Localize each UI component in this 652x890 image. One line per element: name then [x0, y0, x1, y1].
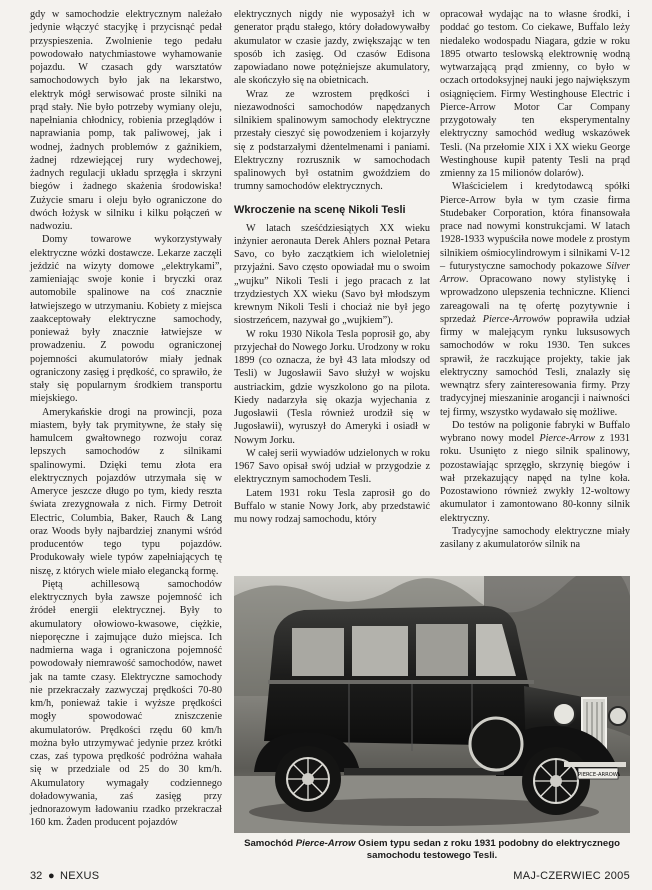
front-wheel: [522, 747, 590, 815]
paragraph: Latem 1931 roku Tesla zaprosił go do Buffalo w stanie Nowy Jork, aby przedstawić mu nowy rodzaj samochodu, który: [234, 487, 430, 525]
paragraph: gdy w samochodzie elektrycznym należało jedynie włączyć stacyjkę i przycisnąć pedał przyspieszenia. Zwolnienie tego pedału powodowało natychmiastowe wyhamowanie pojazdu. W czasach gdy warsztatów samochodowych było jak na lekarstwo, elektryk mógł serwisować proste silniki na prąd stały. Nie było potrzeby wymiany oleju, napełniania chłodnicy, robienia przeglądów i naprawiania pomp, tak paliwowej, jak i wodnej, żadnych problemów z gaźnikiem, żadnej rdzewiejącej rury wydechowej, żadnych regulacji układu sprzęgła i skrzyni biegów i żadnego skażenia środowiska! Zużycie smaru i oleju było ograniczone do dwóch łożysk w silniku i kilku połączeń w nadwoziu.: [30, 9, 222, 232]
text-run: Do testów na poligonie fabryki w Buffalo wybrano nowy model: [440, 419, 630, 444]
italic-text: Pierce-Arrowów: [482, 313, 551, 325]
article-column-1: [30, 8, 222, 830]
window-shape: [416, 624, 468, 676]
magazine-name: NEXUS: [60, 870, 100, 882]
paragraph: W całej serii wywiadów udzielonych w roku 1967 Savo opisał swój udział w przygodzie z elektrycznym samochodem Tesli.: [234, 447, 430, 486]
caption-rest: Osiem typu sedan z roku 1931 podobny do elektrycznego samochodu testowego Tesli.: [355, 838, 620, 861]
car-illustration: [234, 576, 630, 833]
paragraph: Piętą achillesową samochodów elektrycznych była zawsze pojemność ich źródeł energii elektrycznej. Były to akumulatory ołowiowo-kwasowe, ciężkie, nieporęczne i zajmujące dużo miejsca. Ich nadmierna waga i ograniczona pojemność powodowały niemrawość samochodów, nawet jak na tamte czasy. Elektryczne samochody nie przekraczały zazwyczaj prędkości 70-80 km/h, ponieważ takie i wyższe prędkości mogły spowodować zniszczenie akumulatorów. Prędkości rzędu 60 km/h można było utrzymywać jedynie przez krótki czas, zaś typowa prędkość podróżna wahała się w przedziale od 25 do 30 km/h. Akumulatory wymagały codziennego doładowywania, zaś zasięg przy jednorazowym ładowaniu rzadko przekraczał 160 km. Żaden producent pojazdów: [30, 578, 222, 829]
window-shape: [292, 628, 344, 676]
page-number: 32: [30, 870, 43, 882]
paragraph: Amerykańskie drogi na prowincji, poza miastem, były tak prymitywne, że stały się hamulcem gwałtownego rozwoju coraz lepszych samochodów z silnikami spalinowymi. Dzięki temu złota era elektrycznych pojazdów utrzymała się w Ameryce jeszcze długo po tym, kiedy reszta świata zrezygnowała z nich. Firmy Detroit Electric, Columbia, Baker, Rauch & Lang oraz Woods były najbardziej znanymi wśród producentów tego typu pojazdów. Produkowały wiele typów zapełniających tę niszę, z których wiele miało elegancką formę.: [30, 406, 222, 577]
paragraph: elektrycznych nigdy nie wyposażył ich w generator prądu stałego, który doładowywałby akumulator w czasie jazdy, zwiększając w ten sposób ich zasięg. Od czasów Edisona zapowiadano nowe potężniejsze akumulatory, ale skończyło się na obietnicach.: [234, 9, 430, 87]
text-run: poprawiła udział firmy w malejącym rynku luksusowych samochodów w roku 1930. Ten sukces sprawił, że raczkujące projekty, takie jak elektryczny samochód Tesli, znalazły się wewnątrz sfery zainteresowania firmy. Przy tradycyjnej mieszaninie arogancji i naiwności tej firmy, wszystko wydawało się możliwe.: [440, 313, 630, 418]
section-heading: Wkroczenie na scenę Nikoli Tesli: [234, 203, 406, 216]
paragraph: [440, 419, 630, 525]
headlamp-shape: [553, 703, 575, 725]
headlamp-shape: [609, 707, 627, 725]
paragraph: opracował wydając na to własne środki, i poddać go testom. Co ciekawe, Buffalo leży niedaleko wodospadu Niagara, gdzie w roku 1895 otwarto teslowską elektrownię wodną wytwarzającą prąd zmienny, co było w oczach ortodoksyjnej nauki jego największym osiągnięciem. Firmy Westinghouse Electric i Pierce-Arrow Motor Car Company przygotowały ten eksperymentalny elektryczny samochód według wskazówek Tesli. (Na przełomie XIX i XX wieku George Westinghouse kupił patenty Tesli na prąd zmienny za 15 milionów dolarów).: [440, 9, 630, 179]
license-plate-text: PIERCE-ARROW: [578, 772, 618, 778]
paragraph: Tradycyjne samochody elektryczne miały zasilany z akumulatorów silnik na: [440, 525, 630, 550]
text-run: z 1931 roku. Usunięto z niego silnik spalinowy, pozostawiając sprzęgło, skrzynię biegów i wał przekazujący napęd na tylne koła. Pozostawiono również zwykły 12-woltowy akumulator i zamontowano 80-konny silnik elektryczny.: [440, 433, 630, 524]
issue-date: MAJ-CZERWIEC 2005: [513, 870, 630, 882]
paragraph: W roku 1930 Nikola Tesla poprosił go, aby przyjechał do Nowego Jorku. Urodzony w roku 1899 (co oznacza, że był 43 lata młodszy od Tesli) w Jugosławii Savo służył w wojsku austriackim, gdzie wyszkolono go na pilota. Kiedy nadarzyła się okazja wyjechania z Jugosławii (Tesla również urodził się w Jugosławii), wyruszył do Ameryki i osiadł w Nowym Jorku.: [234, 328, 430, 446]
photo-caption: [234, 838, 630, 862]
italic-text: Silver Arrow: [440, 260, 630, 285]
paragraph: [440, 180, 630, 419]
bullet-icon: ●: [48, 870, 55, 882]
paragraph: Wraz ze wzrostem prędkości i niezawodności samochodów napędzanych silnikiem spalinowym samochody elektryczne przestały cieszyć się powodzeniem i kojarzyły się z podstarzałymi dżentelmenami i paniami. Elektryczny rozrusznik w samochodach spalinowych był ostatnim gwoździem do trumny samochodów elektrycznych.: [234, 88, 430, 193]
rear-wheel: [275, 746, 341, 812]
paragraph: Domy towarowe wykorzystywały elektryczne wózki dostawcze. Lekarze zaczęli jeździć na wizyty domowe „elektrykami”, zamieniając swoje konie i bryczki oraz automobile spalinowe na coś znacznie łatwiejszego w utrzymaniu. Kobiety z miejsca zaakceptowały elektryczne samochody, ponieważ były znacznie łatwiejsze w prowadzeniu. Z powodu ograniczonej pojemności akumulatorów miały jednak ograniczony zasięg i prędkość, co sprawiło, że stały się popularnym środkiem transportu miejskiego.: [30, 234, 222, 405]
page-footer: [30, 870, 630, 886]
italic-text: Pierce-Arrow: [539, 433, 595, 444]
caption-italic: Pierce-Arrow: [295, 838, 356, 849]
window-shape: [352, 626, 408, 676]
article-column-3: [440, 8, 630, 551]
car-photo: [234, 576, 630, 833]
text-run: Właścicielem i kredytodawcą spółki Pierce-Arrow była w tym czasie firma Studebaker Corporation, która finansowała prace nad nowymi konstrukcjami. W latach 1928-1933 wypuściła nowe modele z prostym silnikiem ośmiocylindrowym i silnikami V-12 – futurystyczne samochody pokazowe: [440, 181, 630, 272]
article-column-2: [234, 8, 430, 526]
caption-lead: Samochód: [244, 838, 296, 849]
text-run: . Opracowano nowy stylistykę i wprowadzono ulepszenia techniczne. Klienci zareagowali na tę ofertę pozytywnie i sprzedaż: [440, 274, 630, 325]
paragraph: W latach sześćdziesiątych XX wieku inżynier aeronauta Derek Ahlers poznał Petara Savo, co było zaczątkiem ich wieloletniej przyjaźni. Savo często opowiadał mu o swoim „wujku” Nikoli Tesli i jego pracach z lat trzydziestych XX wieku (Savo był młodszym krewnym Nikoli Tesli i chociaż nie był jego siostrzeńcem, nazywał go „wujkiem”).: [234, 222, 430, 327]
